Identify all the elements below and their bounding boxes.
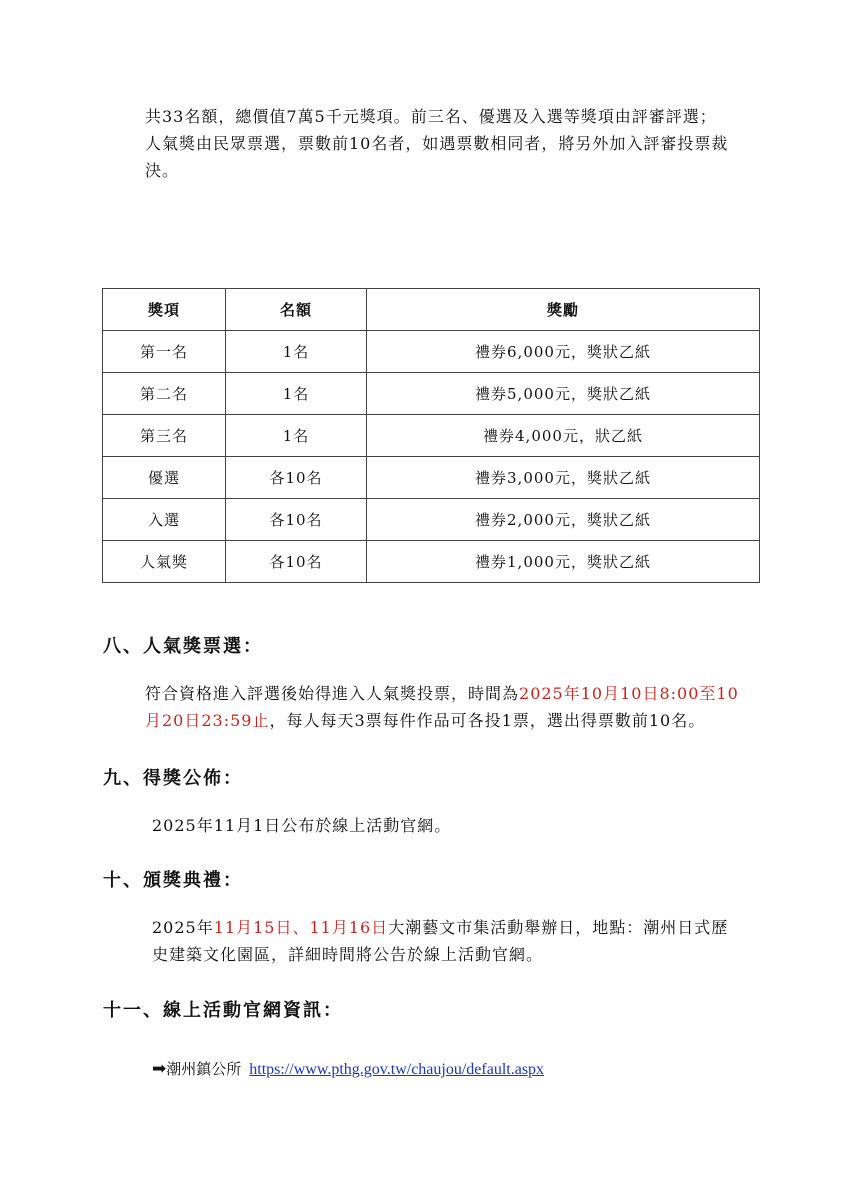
section-10-text-b: 大潮藝文市集活動舉辦日，地點：潮州日式歷 — [388, 918, 729, 937]
quota-cell: 1名 — [226, 415, 367, 457]
award-cell: 第一名 — [103, 331, 226, 373]
official-site-line — [152, 1058, 544, 1081]
section-10-heading: 十、頒獎典禮： — [103, 870, 243, 891]
section-8-text-b: ，每人每天3票每件作品可各投1票，選出得票數前10名。 — [269, 711, 706, 730]
reward-cell: 禮券5,000元，獎狀乙紙 — [367, 373, 760, 415]
award-cell: 入選 — [103, 499, 226, 541]
award-cell: 第三名 — [103, 415, 226, 457]
voting-period-start: 2025年10月10日8:00至10 — [519, 684, 739, 703]
announcement-date-text: 2025年11月1日公布於線上活動官網。 — [152, 816, 452, 835]
table-header-row — [103, 289, 760, 331]
section-8-paragraph — [145, 680, 765, 734]
arrow-right-icon: ➡ — [152, 1059, 167, 1079]
quota-cell: 各10名 — [226, 499, 367, 541]
quota-cell: 1名 — [226, 373, 367, 415]
intro-line-2: 人氣獎由民眾票選，票數前10名者，如遇票數相同者，將另外加入評審投票裁 — [145, 134, 729, 153]
prize-table — [102, 288, 760, 583]
section-10-text-a: 2025年 — [152, 918, 214, 937]
section-10-paragraph — [152, 914, 772, 968]
table-row — [103, 541, 760, 583]
header-quota: 名額 — [226, 289, 367, 331]
award-cell: 第二名 — [103, 373, 226, 415]
reward-cell: 禮券4,000元，狀乙紙 — [367, 415, 760, 457]
table-row — [103, 499, 760, 541]
reward-cell: 禮券6,000元，獎狀乙紙 — [367, 331, 760, 373]
quota-cell: 1名 — [226, 331, 367, 373]
award-cell: 優選 — [103, 457, 226, 499]
section-8-text-a: 符合資格進入評選後始得進入人氣獎投票，時間為 — [145, 684, 520, 703]
site-label: 潮州鎮公所 — [166, 1060, 242, 1078]
intro-paragraph — [145, 103, 765, 184]
section-11-heading: 十一、線上活動官網資訊： — [103, 1000, 343, 1021]
section-8-heading: 八、人氣獎票選： — [103, 636, 263, 657]
table-row — [103, 373, 760, 415]
table-row — [103, 415, 760, 457]
header-reward: 獎勵 — [367, 289, 760, 331]
voting-period-end: 月20日23:59止 — [145, 711, 270, 730]
intro-line-1: 共33名額，總價值7萬5千元獎項。前三名、優選及入選等獎項由評審評選； — [145, 107, 717, 126]
award-cell: 人氣獎 — [103, 541, 226, 583]
official-site-link[interactable]: https://www.pthg.gov.tw/chaujou/default.aspx — [249, 1061, 545, 1078]
reward-cell: 禮券2,000元，獎狀乙紙 — [367, 499, 760, 541]
ceremony-dates: 11月15日、11月16日 — [213, 918, 389, 937]
reward-cell: 禮券1,000元，獎狀乙紙 — [367, 541, 760, 583]
section-9-paragraph — [152, 812, 772, 839]
quota-cell: 各10名 — [226, 457, 367, 499]
header-award: 獎項 — [103, 289, 226, 331]
reward-cell: 禮券3,000元，獎狀乙紙 — [367, 457, 760, 499]
table-row — [103, 331, 760, 373]
section-9-heading: 九、得獎公佈： — [103, 768, 243, 789]
section-10-text-c: 史建築文化園區，詳細時間將公告於線上活動官網。 — [152, 945, 544, 964]
intro-line-3: 決。 — [145, 161, 180, 180]
quota-cell: 各10名 — [226, 541, 367, 583]
table-row — [103, 457, 760, 499]
